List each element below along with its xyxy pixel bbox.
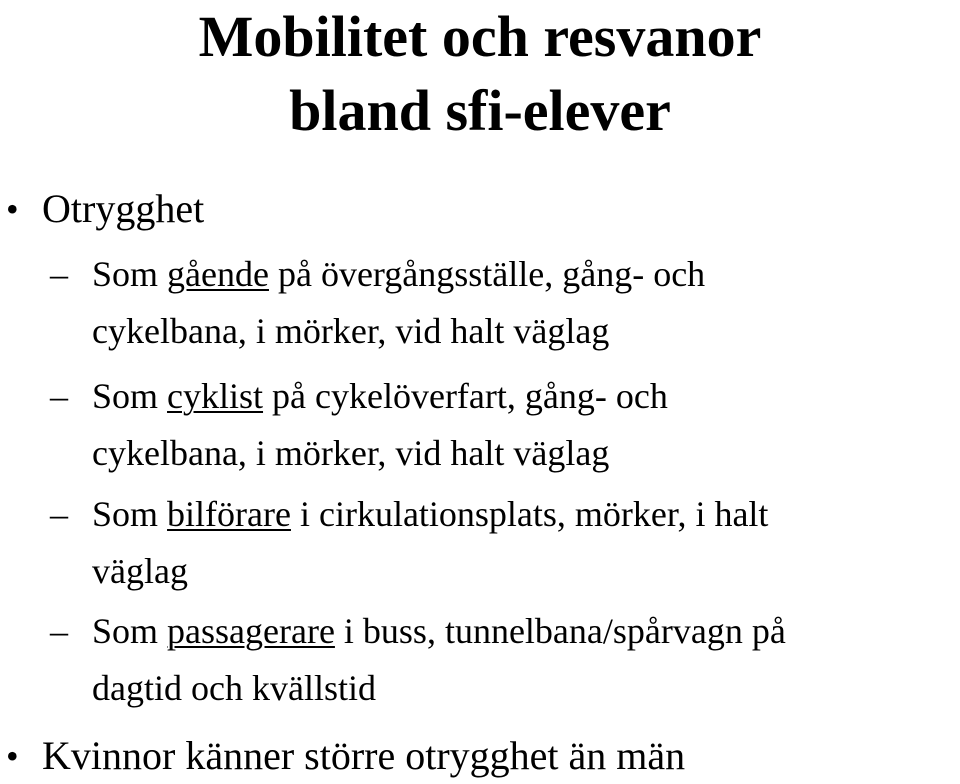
sub-item-line-2: väglag: [92, 551, 188, 591]
sub-item-rest: i buss, tunnelbana/spårvagn på: [334, 611, 786, 651]
title-line-2: bland sfi-elever: [289, 78, 671, 143]
dash-marker: –: [50, 611, 68, 651]
dash-marker: –: [50, 254, 68, 294]
bullet-dot: •: [6, 189, 19, 229]
sub-item-rest: på cykelöverfart, gång- och: [263, 376, 668, 416]
title-line-1: Mobilitet och resvanor: [198, 4, 762, 69]
sub-item-emphasis: cyklist: [167, 376, 264, 416]
sub-item-prefix: Som: [92, 376, 168, 416]
dash-marker: –: [50, 376, 68, 416]
bullet-text: Otrygghet: [42, 186, 205, 231]
sub-item-emphasis: bilförare: [167, 494, 291, 534]
sub-item-prefix: Som: [92, 494, 168, 534]
sub-item-line-2: cykelbana, i mörker, vid halt väglag: [92, 433, 610, 473]
sub-item-prefix: Som: [92, 611, 168, 651]
sub-item-line-1: [92, 603, 786, 660]
sub-item-rest: i cirkulationsplats, mörker, i halt: [290, 494, 769, 534]
sub-item-line-1: [92, 486, 768, 543]
sub-item-line-2: cykelbana, i mörker, vid halt väglag: [92, 311, 610, 351]
sub-item-line-1: [92, 368, 668, 425]
slide-title: [0, 0, 960, 148]
sub-item-emphasis: gående: [167, 254, 269, 294]
bullet-dot: •: [6, 736, 19, 776]
dash-marker: –: [50, 494, 68, 534]
sub-item-prefix: Som: [92, 254, 168, 294]
sub-item-emphasis: passagerare: [167, 611, 335, 651]
sub-item-line-1: [92, 246, 705, 303]
bullet-text: Kvinnor känner större otrygghet än män: [42, 733, 686, 778]
sub-item-line-2: dagtid och kvällstid: [92, 668, 376, 708]
sub-item-rest: på övergångsställe, gång- och: [268, 254, 706, 294]
